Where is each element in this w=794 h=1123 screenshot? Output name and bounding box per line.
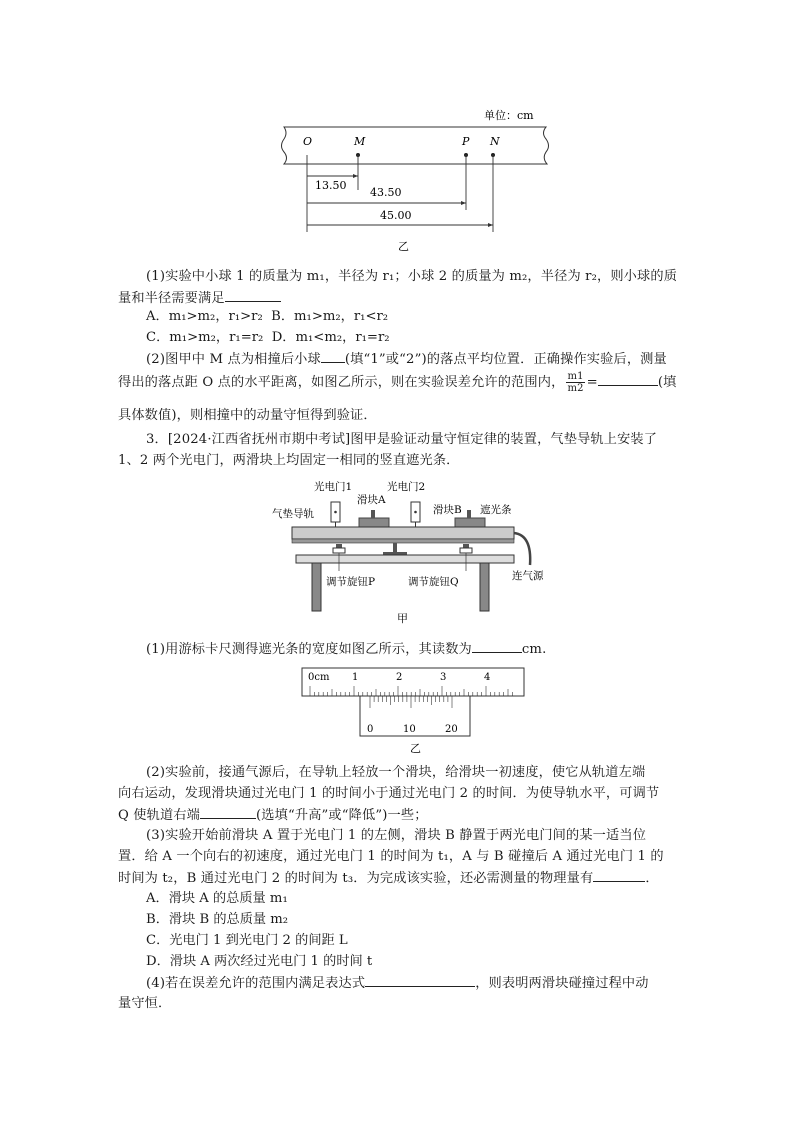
- figure-caption: 甲: [397, 612, 408, 625]
- table-top: [296, 555, 514, 563]
- answer-blank[interactable]: [472, 638, 522, 653]
- q1-options-row1: [146, 306, 388, 327]
- main-label-4: 4: [484, 672, 491, 683]
- option-A: A．m₁>m₂，r₁>r₂: [146, 309, 263, 324]
- label-sliderA: 滑块A: [357, 494, 386, 506]
- distance-figure: [270, 100, 560, 255]
- figure-caption: 乙: [410, 742, 421, 755]
- distance-OP: 43.50: [370, 186, 402, 199]
- part2-stem: (2)实验前，接通气源后，在导轨上轻放一个滑块，给滑块一初速度，使它从轨道左端: [146, 765, 646, 780]
- vernier-label-0: 0: [367, 724, 374, 735]
- part2-stem-3: Q 使轨道右端 (选填“升高”或“降低”)一些；: [118, 804, 678, 826]
- part4-stem: (4)若在误差允许的范围内满足表达式 ，则表明两滑块碰撞过程中动: [118, 972, 678, 994]
- main-label-3: 3: [440, 672, 447, 683]
- part3-option-C: C．光电门 1 到光电门 2 的间距 L: [146, 933, 348, 948]
- label-gate1: 光电门1: [314, 481, 353, 493]
- slider-A: [359, 518, 389, 527]
- part3-stem-2: 置．给 A 一个向右的初速度，通过光电门 1 的时间为 t₁，A 与 B 碰撞后 A 通过光电门 1 的: [118, 849, 664, 864]
- part3-option-B: B．滑块 B 的总质量 m₂: [146, 912, 289, 927]
- q3-stem: 3．[2024·江西省抚州市期中考试]图甲是验证动量守恒定律的装置，气垫导轨上安装了: [146, 432, 658, 447]
- mass-ratio-fraction: $\frac{m1}{m2}$: [567, 371, 584, 394]
- option-B: B．m₁>m₂，r₁<r₂: [271, 309, 389, 324]
- label-knobQ: 调节旋钮Q: [408, 576, 459, 588]
- q1-stem-2: 量和半径需要满足: [118, 287, 678, 309]
- label-rail: 气垫导轨: [272, 508, 314, 520]
- answer-blank[interactable]: [593, 867, 645, 882]
- label-knobP: 调节旋钮P: [326, 576, 376, 588]
- label-sliderB: 滑块B: [433, 504, 462, 516]
- answer-blank[interactable]: [365, 972, 475, 987]
- part2-stem-2: 向右运动，发现滑块通过光电门 1 的时间小于通过光电门 2 的时间．为使导轨水平，可调节: [118, 786, 660, 801]
- part1-stem: (1)用游标卡尺测得遮光条的宽度如图乙所示，其读数为 cm.: [118, 638, 678, 660]
- label-air-source: 连气源: [512, 570, 544, 582]
- slider-B: [455, 518, 485, 527]
- label-shade: 遮光条: [480, 504, 512, 516]
- answer-blank[interactable]: [321, 348, 345, 363]
- label-gate2: 光电门2: [387, 481, 426, 493]
- vernier-label-10: 10: [403, 724, 416, 735]
- point-M: M: [354, 135, 366, 148]
- answer-blank[interactable]: [225, 287, 281, 302]
- point-P: P: [462, 135, 470, 148]
- distance-OM: 13.50: [315, 179, 347, 192]
- point-N: N: [490, 135, 500, 148]
- figure-caption: 乙: [398, 240, 409, 253]
- option-C: C．m₁>m₂，r₁=r₂: [146, 330, 264, 345]
- part3-stem-3: 时间为 t₂，B 通过光电门 2 的时间为 t₃．为完成该实验，还必需测量的物理量有 ．: [118, 867, 678, 889]
- q1-stem: (1)实验中小球 1 的质量为 m₁，半径为 r₁；小球 2 的质量为 m₂，半径为 r₂，则小球的质: [146, 269, 678, 284]
- part3-option-D: D．滑块 A 两次经过光电门 1 的时间 t: [146, 954, 373, 969]
- part4-stem-2: 量守恒．: [118, 996, 172, 1011]
- air-hose: [514, 533, 530, 565]
- option-D: D．m₁<m₂，r₁=r₂: [271, 330, 390, 345]
- vernier-label-20: 20: [445, 724, 458, 735]
- q2-stem-2: 得出的落点距 O 点的水平距离，如图乙所示，则在实验误差允许的范围内， $\frac{m1}{m2}$ = (填: [118, 371, 677, 394]
- answer-blank[interactable]: [200, 804, 256, 819]
- q3-stem-2: 1、2 两个光电门，两滑块上均固定一相同的竖直遮光条．: [118, 453, 460, 468]
- paper-strip: [282, 127, 549, 164]
- q1-options-row2: [146, 327, 390, 348]
- part3-stem: (3)实验开始前滑块 A 置于光电门 1 的左侧，滑块 B 静置于两光电门间的某一适当位: [146, 828, 647, 843]
- main-label-0: 0cm: [308, 672, 330, 683]
- distance-ON: 45.00: [380, 209, 412, 222]
- main-scale: [302, 668, 524, 696]
- answer-blank[interactable]: [598, 371, 658, 386]
- main-label-2: 2: [396, 672, 403, 683]
- air-rail: [292, 527, 514, 539]
- vernier-caliper-figure: [300, 664, 530, 756]
- q2-stem: (2)图甲中 M 点为相撞后小球 (填“1”或“2”)的落点平均位置．正确操作实验后，测量: [118, 348, 678, 370]
- point-O: O: [303, 135, 313, 148]
- main-label-1: 1: [352, 672, 359, 683]
- part3-option-A: A．滑块 A 的总质量 m₁: [146, 891, 288, 906]
- unit-label: 单位：cm: [484, 109, 534, 122]
- air-track-figure: [262, 475, 562, 625]
- q2-stem-3: 具体数值)，则相撞中的动量守恒得到验证．: [118, 408, 377, 423]
